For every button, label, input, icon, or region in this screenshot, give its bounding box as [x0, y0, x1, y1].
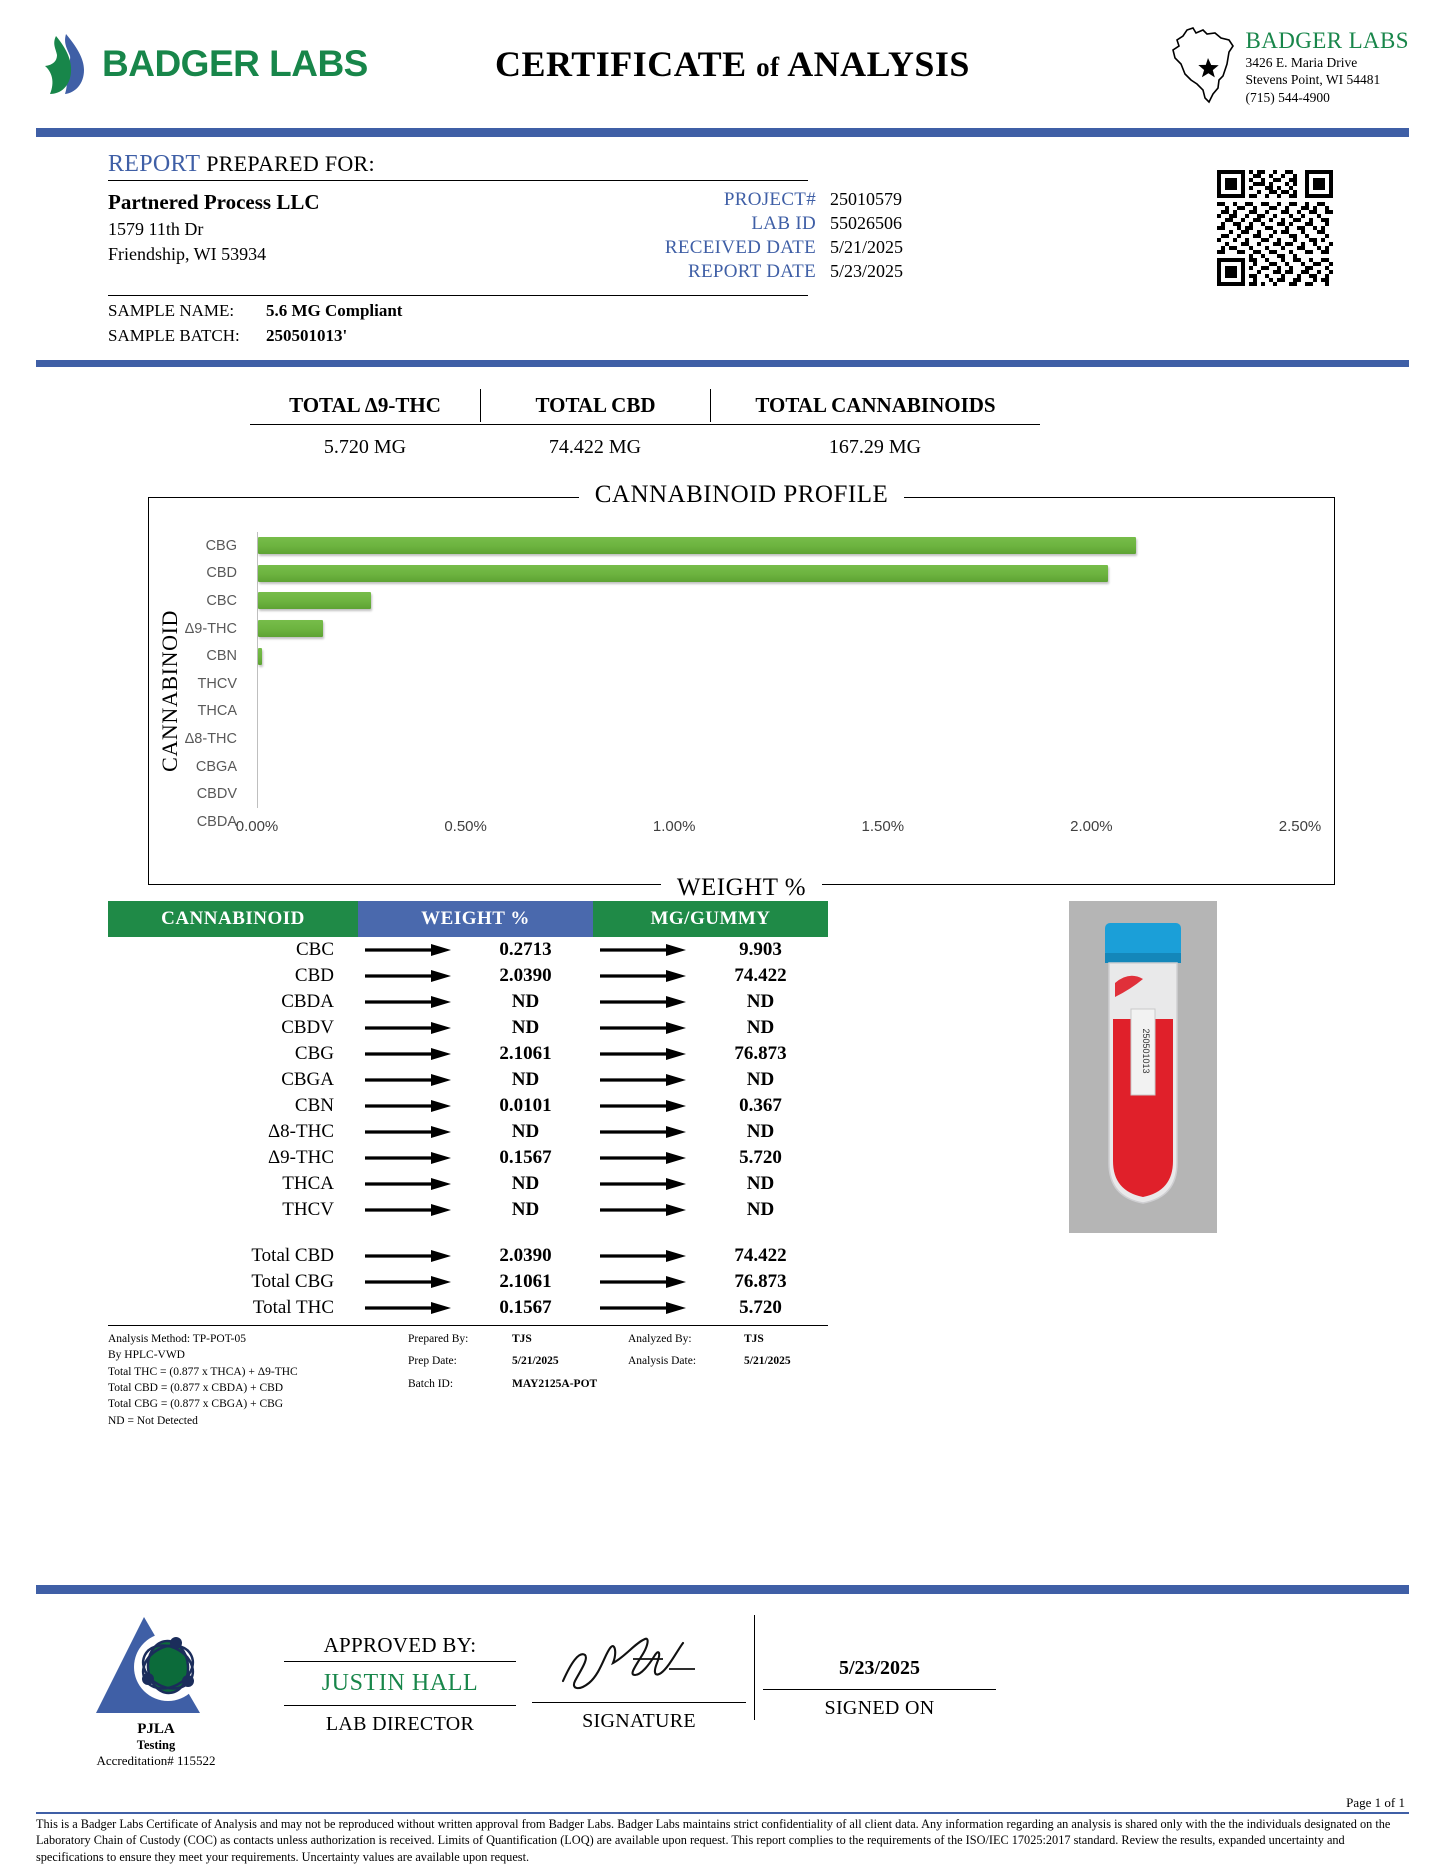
arrow-to-weight: [358, 1100, 458, 1112]
sample-name-value: 5.6 MG Compliant: [266, 301, 403, 320]
arrow-to-mg: [593, 1250, 693, 1262]
chart-bar-row: [258, 587, 1300, 615]
analyte-name: THCA: [282, 1173, 334, 1194]
cannabinoid-profile-chart: [148, 481, 1335, 901]
chart-title: CANNABINOID PROFILE: [579, 481, 905, 508]
analyte-weight-percent: ND: [511, 991, 540, 1012]
wisconsin-map-icon: [1163, 24, 1237, 106]
chart-category-labels: [149, 532, 249, 830]
chart-bar-row: [258, 698, 1300, 726]
analysis-date-value: 5/21/2025: [744, 1355, 791, 1368]
table-row-total: [108, 1243, 828, 1269]
arrow-right-icon: [600, 1152, 686, 1164]
arrow-right-icon: [600, 944, 686, 956]
chart-xtick-4: 2.00%: [1070, 818, 1113, 835]
arrow-right-icon: [365, 1178, 451, 1190]
chart-x-axis-title-wrap: [149, 874, 1334, 902]
meta-value-received-date: 5/21/2025: [830, 237, 904, 257]
signature-label: SIGNATURE: [582, 1710, 696, 1732]
chart-category-cbda: CBDA: [196, 813, 237, 830]
analyzed-by-label: Analyzed By:: [628, 1333, 692, 1345]
approved-by-rule-top: [284, 1661, 516, 1662]
analyte-mg-per-gummy: ND: [746, 1017, 775, 1038]
analyte-mg-per-gummy: 74.422: [734, 1245, 787, 1266]
divider-bar-top: [36, 128, 1409, 137]
chart-bar-row: [258, 753, 1300, 781]
arrow-right-icon: [600, 1250, 686, 1262]
results-section: [0, 901, 1445, 1429]
approved-by-block: [276, 1615, 524, 1736]
signed-on-label: SIGNED ON: [824, 1697, 935, 1719]
pjla-accreditation-number: Accreditation# 115522: [96, 1753, 216, 1768]
meta-value-report-date: 5/23/2025: [830, 261, 904, 281]
client-city-state-zip: Friendship, WI 53934: [108, 244, 267, 264]
divider-bar-footer: [36, 1585, 1409, 1594]
chart-bar-cbn: [258, 648, 262, 665]
report-meta-table: [551, 189, 903, 285]
table-row: [108, 1171, 828, 1197]
title-analysis: ANALYSIS: [787, 44, 970, 84]
totals-summary-table: [250, 389, 1335, 463]
divider-bar-mid: [36, 360, 1409, 367]
analysis-date-row: [628, 1353, 868, 1369]
arrow-to-mg: [593, 1152, 693, 1164]
chart-category-cbd: CBD: [206, 565, 237, 582]
meta-label-report-date: REPORT DATE: [688, 261, 816, 282]
prep-date-row: [408, 1353, 628, 1369]
arrow-to-weight: [358, 1048, 458, 1060]
table-row: [108, 1119, 828, 1145]
title-of: of: [756, 52, 780, 82]
arrow-right-icon: [365, 1302, 451, 1314]
arrow-to-weight: [358, 1250, 458, 1262]
analyte-name: Total CBD: [251, 1245, 334, 1266]
chart-x-tick-labels: [235, 818, 1322, 840]
analyte-mg-per-gummy: 76.873: [734, 1271, 787, 1292]
analyte-weight-percent: 0.2713: [499, 939, 552, 960]
client-address: 1579 11th Dr: [108, 219, 204, 239]
analyte-weight-percent: ND: [511, 1121, 540, 1142]
analyte-weight-percent: ND: [511, 1017, 540, 1038]
analyte-mg-per-gummy: 76.873: [734, 1043, 787, 1064]
arrow-right-icon: [365, 1250, 451, 1262]
signed-on-rule: [763, 1689, 996, 1690]
analyte-mg-per-gummy: ND: [746, 1199, 775, 1220]
page-number: Page 1 of 1: [1346, 1795, 1405, 1810]
analyte-mg-per-gummy: ND: [746, 1173, 775, 1194]
client-name: Partnered Process LLC: [108, 190, 320, 214]
analyte-weight-percent: ND: [511, 1199, 540, 1220]
analyte-name: Δ8-THC: [267, 1121, 334, 1142]
chart-bar-row: [258, 725, 1300, 753]
approved-by-label: APPROVED BY:: [323, 1633, 477, 1657]
analyzed-by-value: TJS: [744, 1333, 764, 1345]
total-cbd-header: TOTAL CBD: [480, 389, 710, 422]
arrow-right-icon: [365, 1074, 451, 1086]
lab-phone: (715) 544-4900: [1245, 89, 1330, 105]
sample-batch-value: 250501013': [266, 326, 348, 345]
arrow-to-mg: [593, 996, 693, 1008]
pjla-accreditation-block: [36, 1615, 276, 1769]
batch-id-row: [408, 1376, 628, 1392]
analyte-weight-percent: 0.0101: [499, 1095, 552, 1116]
total-d9thc-value: 5.720 MG: [323, 436, 407, 458]
arrow-to-weight: [358, 1126, 458, 1138]
chart-xtick-1: 0.50%: [444, 818, 487, 835]
analyte-name: CBN: [294, 1095, 334, 1116]
chart-category-thcv: THCV: [197, 675, 237, 692]
analyte-mg-per-gummy: 5.720: [739, 1297, 782, 1318]
meta-row-report-date: [551, 261, 903, 283]
arrow-right-icon: [365, 1048, 451, 1060]
chart-xtick-5: 2.50%: [1278, 818, 1322, 835]
meta-row-lab-id: [551, 213, 903, 235]
results-spacer: [108, 1223, 828, 1243]
arrow-right-icon: [365, 944, 451, 956]
arrow-to-weight: [358, 1302, 458, 1314]
analyte-name: CBC: [295, 939, 334, 960]
analyte-weight-percent: 0.1567: [499, 1297, 552, 1318]
results-rows: [108, 937, 828, 1223]
chart-category-cbga: CBGA: [195, 758, 237, 775]
approved-by-rule-bottom: [284, 1705, 516, 1706]
arrow-to-weight: [358, 1178, 458, 1190]
arrow-to-mg: [593, 1048, 693, 1060]
analyte-mg-per-gummy: ND: [746, 991, 775, 1012]
sample-name-row: [108, 301, 1337, 321]
sample-name-label: SAMPLE NAME:: [108, 301, 235, 320]
meta-row-received-date: [551, 237, 903, 259]
arrow-right-icon: [600, 1126, 686, 1138]
arrow-to-weight: [358, 1074, 458, 1086]
arrow-right-icon: [600, 1178, 686, 1190]
sample-batch-row: [108, 326, 1337, 346]
rule-above-sample: [108, 295, 808, 296]
analysis-method-lines: [108, 1331, 408, 1429]
chart-y-axis-title: CANNABINOID: [157, 598, 183, 784]
analyte-mg-per-gummy: ND: [746, 1121, 775, 1142]
analysis-method-line-2: By HPLC-VWD: [108, 1349, 185, 1362]
chart-category-cbdv: CBDV: [196, 786, 237, 803]
arrow-right-icon: [600, 1276, 686, 1288]
title-certificate: CERTIFICATE: [495, 44, 747, 84]
arrow-right-icon: [600, 1048, 686, 1060]
results-table: [108, 901, 828, 1321]
certificate-title: [396, 43, 1069, 85]
arrow-right-icon: [365, 1022, 451, 1034]
pjla-subtitle: Testing: [136, 1738, 176, 1752]
signature-block: [524, 1615, 754, 1733]
analyte-weight-percent: 2.1061: [499, 1271, 552, 1292]
analyte-mg-per-gummy: ND: [746, 1069, 775, 1090]
signature-image: [549, 1633, 729, 1695]
disclaimer-rule: [36, 1812, 1409, 1814]
sample-vial-image: [1091, 923, 1195, 1215]
table-row: [108, 1093, 828, 1119]
total-d9thc-header: TOTAL Δ9-THC: [289, 393, 441, 417]
arrow-to-weight: [358, 970, 458, 982]
disclaimer-text: This is a Badger Labs Certificate of Analysis and may not be reproduced without written approval from Badger Labs. Badger Labs maintains strict confidentiality of all client data. Any information regarding an analysis is shared only with the the individuals designated on the Laboratory Chain of Custody (COC) as contacts unless authorization is received. Limits of Quantification (LOQ) are available upon request. This report complies to the requirements of the ISO/IEC 17025:2017 standard. Review the results, expanded uncertainty and specifications to ensure they meet your requirements. Uncertainty values are available upon request.: [36, 1817, 1391, 1864]
meta-label-lab-id: LAB ID: [751, 213, 816, 234]
arrow-right-icon: [365, 1152, 451, 1164]
meta-row-project: [551, 189, 903, 211]
results-table-header: [108, 901, 828, 937]
lab-address-line2: Stevens Point, WI 54481: [1245, 72, 1381, 88]
analysis-method-line-1: Analysis Method: TP-POT-05: [108, 1333, 247, 1345]
arrow-right-icon: [600, 1204, 686, 1216]
arrow-to-mg: [593, 970, 693, 982]
table-row: [108, 989, 828, 1015]
arrow-to-weight: [358, 1276, 458, 1288]
chart-xtick-2: 1.00%: [652, 818, 696, 835]
chart-category-δ8-thc: Δ8-THC: [184, 730, 237, 747]
chart-xtick-3: 1.50%: [861, 818, 905, 835]
chart-category-cbn: CBN: [206, 648, 237, 665]
analysis-metadata: [108, 1331, 1409, 1429]
column-header-cannabinoid: CANNABINOID: [108, 901, 358, 937]
analyte-name: CBG: [294, 1043, 334, 1064]
lab-contact-block: [1069, 22, 1409, 106]
qr-code: [1217, 170, 1333, 286]
arrow-right-icon: [600, 970, 686, 982]
analysis-method-line-5: Total CBG = (0.877 x CBGA) + CBG: [108, 1398, 284, 1411]
arrow-to-weight: [358, 996, 458, 1008]
table-row: [108, 1041, 828, 1067]
chart-category-cbc: CBC: [206, 592, 237, 609]
analyte-mg-per-gummy: 74.422: [734, 965, 787, 986]
chart-bar-row: [258, 560, 1300, 588]
lab-name: BADGER LABS: [1245, 28, 1409, 53]
meta-value-lab-id: 55026506: [830, 213, 902, 233]
sample-batch-label: SAMPLE BATCH:: [108, 326, 240, 345]
table-row: [108, 1015, 828, 1041]
chart-bar-δ9-thc: [258, 620, 323, 637]
arrow-to-mg: [593, 1074, 693, 1086]
table-row: [108, 963, 828, 989]
pjla-name: PJLA: [137, 1721, 175, 1737]
prepared-for-heading: [108, 151, 1337, 178]
chart-bar-row: [258, 615, 1300, 643]
chart-bars: [257, 532, 1300, 808]
analyte-name: CBGA: [281, 1069, 334, 1090]
analyte-weight-percent: ND: [511, 1173, 540, 1194]
chart-bar-row: [258, 670, 1300, 698]
meta-label-project: PROJECT#: [723, 189, 816, 210]
analysis-method-line-4: Total CBD = (0.877 x CBDA) + CBD: [108, 1381, 284, 1394]
batch-id-value: MAY2125A-POT: [512, 1377, 598, 1390]
table-row: [108, 1067, 828, 1093]
prepared-by-value: TJS: [512, 1333, 532, 1345]
arrow-right-icon: [365, 1204, 451, 1216]
column-header-weight-percent: WEIGHT %: [358, 901, 593, 937]
analyte-name: CBDV: [281, 1017, 334, 1038]
chart-bar-cbc: [258, 592, 371, 609]
chart-category-cbg: CBG: [205, 537, 237, 554]
arrow-right-icon: [600, 1100, 686, 1112]
signature-rule: [532, 1702, 746, 1703]
arrow-to-mg: [593, 1302, 693, 1314]
prep-date-label: Prep Date:: [408, 1355, 457, 1368]
arrow-right-icon: [365, 1276, 451, 1288]
analyte-weight-percent: 2.1061: [499, 1043, 552, 1064]
total-cbd-value: 74.422 MG: [548, 436, 642, 458]
chart-bar-row: [258, 642, 1300, 670]
leaf-logo-icon: [36, 32, 90, 96]
arrow-right-icon: [600, 996, 686, 1008]
results-bottom-rule: [108, 1325, 828, 1326]
prep-info: [408, 1331, 628, 1429]
analysis-date-label: Analysis Date:: [628, 1355, 697, 1368]
analyte-name: Total THC: [252, 1297, 334, 1318]
meta-value-project: 25010579: [830, 189, 902, 209]
arrow-to-weight: [358, 1022, 458, 1034]
table-row-total: [108, 1295, 828, 1321]
arrow-right-icon: [365, 970, 451, 982]
approver-name: JUSTIN HALL: [321, 1670, 479, 1696]
analysis-method-line-6: ND = Not Detected: [108, 1414, 198, 1427]
table-row: [108, 1145, 828, 1171]
chart-bar-cbd: [258, 565, 1108, 582]
arrow-to-mg: [593, 1022, 693, 1034]
prepared-by-row: [408, 1331, 628, 1347]
column-header-mg-gummy: MG/GUMMY: [593, 901, 828, 937]
chart-bar-cbg: [258, 537, 1136, 554]
document-header: [0, 0, 1445, 128]
analyte-name: THCV: [282, 1199, 334, 1220]
analyte-mg-per-gummy: 0.367: [739, 1095, 782, 1116]
analysis-info: [628, 1331, 868, 1429]
arrow-right-icon: [600, 1074, 686, 1086]
total-cannabinoids-value: 167.29 MG: [828, 436, 922, 458]
vial-lot-number-label: 250501013: [1141, 1028, 1151, 1074]
analyte-name: Total CBG: [251, 1271, 334, 1292]
arrow-to-mg: [593, 1204, 693, 1216]
analyte-weight-percent: 2.0390: [499, 965, 552, 986]
arrow-to-mg: [593, 1100, 693, 1112]
total-cannabinoids-header: TOTAL CANNABINOIDS: [710, 389, 1040, 422]
analyte-name: CBD: [294, 965, 334, 986]
chart-x-axis-title: WEIGHT %: [661, 874, 822, 901]
arrow-to-mg: [593, 1126, 693, 1138]
lab-address-line1: 3426 E. Maria Drive: [1245, 55, 1358, 70]
badger-labs-logo: [36, 32, 396, 96]
pjla-logo-icon: [90, 1615, 222, 1719]
arrow-right-icon: [600, 1022, 686, 1034]
chart-category-δ9-thc: Δ9-THC: [184, 620, 237, 637]
arrow-right-icon: [365, 1126, 451, 1138]
arrow-to-mg: [593, 1276, 693, 1288]
logo-wordmark: BADGER LABS: [102, 43, 368, 84]
arrow-right-icon: [600, 1302, 686, 1314]
analyte-name: CBDA: [281, 991, 334, 1012]
chart-bar-row: [258, 532, 1300, 560]
batch-id-label: Batch ID:: [408, 1377, 454, 1390]
chart-title-wrap: [149, 481, 1334, 509]
chart-xtick-0: 0.00%: [235, 818, 279, 835]
chart-bar-row: [258, 780, 1300, 808]
results-totals-rows: [108, 1243, 828, 1321]
analyte-weight-percent: 0.1567: [499, 1147, 552, 1168]
approval-section: [0, 1615, 1445, 1769]
chart-category-thca: THCA: [197, 703, 237, 720]
table-row: [108, 937, 828, 963]
analyte-weight-percent: ND: [511, 1069, 540, 1090]
arrow-to-weight: [358, 1152, 458, 1164]
meta-label-received-date: RECEIVED DATE: [664, 237, 816, 258]
prepared-for-word-report: REPORT: [108, 151, 201, 177]
sample-photo: [1069, 901, 1217, 1233]
table-row: [108, 1197, 828, 1223]
arrow-right-icon: [365, 1100, 451, 1112]
approver-title: LAB DIRECTOR: [325, 1713, 475, 1735]
prep-date-value: 5/21/2025: [512, 1355, 559, 1368]
analyte-weight-percent: 2.0390: [499, 1245, 552, 1266]
analyte-name: Δ9-THC: [267, 1147, 334, 1168]
arrow-to-mg: [593, 1178, 693, 1190]
signed-on-date: 5/23/2025: [838, 1657, 921, 1679]
analyte-mg-per-gummy: 9.903: [739, 939, 782, 960]
arrow-right-icon: [365, 996, 451, 1008]
arrow-to-weight: [358, 1204, 458, 1216]
prepared-by-label: Prepared By:: [408, 1333, 469, 1345]
signed-on-block: [754, 1615, 1004, 1720]
analyte-mg-per-gummy: 5.720: [739, 1147, 782, 1168]
analysis-method-line-3: Total THC = (0.877 x THCA) + Δ9-THC: [108, 1365, 298, 1378]
prepared-for-rest: PREPARED FOR:: [206, 151, 375, 176]
arrow-to-weight: [358, 944, 458, 956]
analyzed-by-row: [628, 1331, 868, 1347]
table-row-total: [108, 1269, 828, 1295]
arrow-to-mg: [593, 944, 693, 956]
